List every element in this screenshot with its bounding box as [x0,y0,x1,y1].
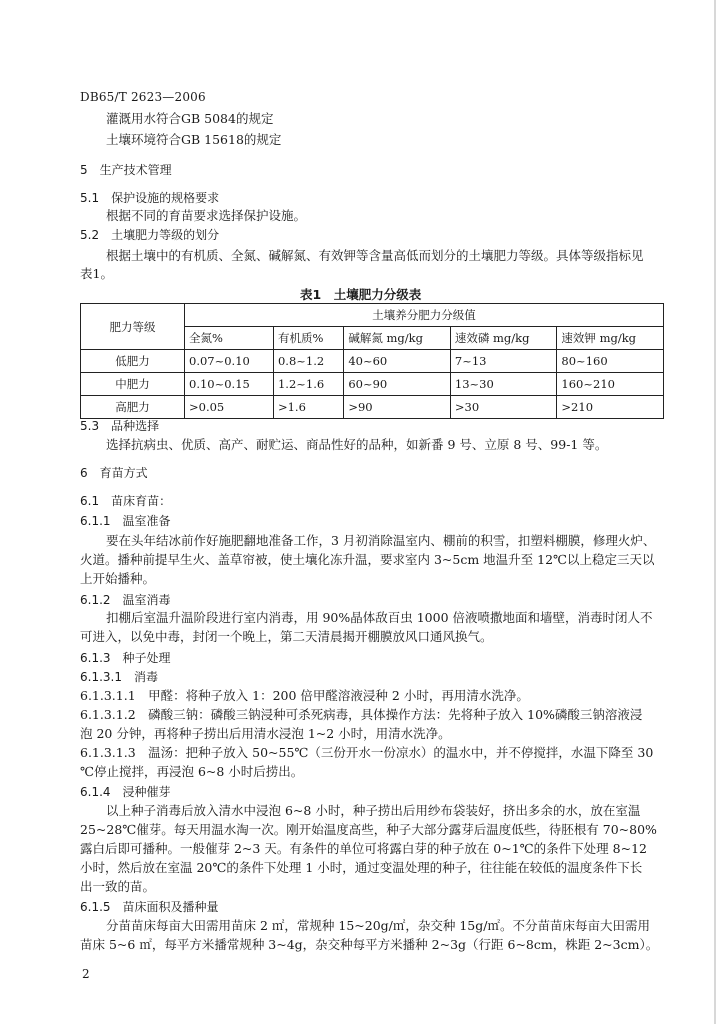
subsection-heading: 6.1.5 苗床面积及播种量 [80,900,219,914]
text-line: 可进入，以免中毒，封闭一个晚上，第二天清晨揭开棚膜放风口通风换气。 [80,629,493,644]
text-line: 6.1.3.1.1 甲醛：将种子放入 1：200 倍甲醛溶液浸种 2 小时，再用清水洗净。 [80,688,529,703]
table-row [81,396,664,419]
text-line: 泡 20 分钟，再将种子捞出后用清水浸泡 1~2 小时，用清水洗净。 [80,726,451,741]
text-line: 火道。播种前提早生火、盖草帘被，使土壤化冻升温，要求室内 3~5cm 地温升至 12℃以上稳定三天以 [80,552,655,567]
table-group-header: 土壤养分肥力分级值 [185,304,664,327]
table-cell: 60~90 [344,373,451,396]
table-cell: >1.6 [273,396,343,419]
table-cell: 0.8~1.2 [273,350,343,373]
row-header: 低肥力 [81,350,185,373]
subsection-heading: 5.3 品种选择 [80,419,160,433]
column-header: 速效钾 mg/kg [557,327,664,350]
column-header: 速效磷 mg/kg [450,327,557,350]
subsection-heading: 6.1.3 种子处理 [80,651,171,665]
section-heading: 5 生产技术管理 [80,163,172,177]
scan-edge-line [714,0,716,1024]
text-line: 以上种子消毒后放入清水中浸泡 6~8 小时，种子捞出后用纱布袋装好，挤出多余的水，放在室温 [106,803,641,818]
text-line: 分苗苗床每亩大田需用苗床 2 ㎡，常规种 15~20g/㎡，杂交种 15g/㎡。不分苗苗床每亩大田需用 [106,918,650,933]
page-number: 2 [82,967,90,981]
table-row [81,373,664,396]
text-line: 露白后即可播种。一般催芽 2~3 天。有条件的单位可将露白芽的种子放在 0~1℃的条件下处理 8~12 [80,841,647,856]
text-line: 土壤环境符合GB 15618的规定 [106,132,282,147]
text-line: 苗床 5~6 ㎡，每平方米播常规种 3~4g，杂交种每平方米播种 2~3g（行距 6~8cm，株距 2~3cm）。 [80,937,659,952]
text-line: 出一致的苗。 [80,879,156,894]
table-cell: >90 [344,396,451,419]
table-caption: 表1 土壤肥力分级表 [300,287,422,302]
text-line: 根据不同的育苗要求选择保护设施。 [106,208,307,223]
table-cell: 80~160 [557,350,664,373]
text-line: 选择抗病虫、优质、高产、耐贮运、商品性好的品种，如新番 9 号、立原 8 号、99-1 等。 [106,437,608,452]
soil-fertility-table [80,303,664,419]
table-cell: 0.10~0.15 [185,373,274,396]
table-cell: 40~60 [344,350,451,373]
text-line: 25~28℃催芽。每天用温水淘一次。刚开始温度高些，种子大部分露芽后温度低些，待胚根有 70~80% [80,822,657,837]
subsection-heading: 6.1.2 温室消毒 [80,593,171,607]
table-cell: 0.07~0.10 [185,350,274,373]
table-cell: 160~210 [557,373,664,396]
text-line: 6.1.3.1.3 温汤：把种子放入 50~55℃（三份开水一份凉水）的温水中，并不停搅拌，水温下降至 30 [80,745,654,760]
text-line: 6.1.3.1.2 磷酸三钠：磷酸三钠浸种可杀死病毒，具体操作方法：先将种子放入 10%磷酸三钠溶液浸 [80,707,643,722]
subsection-heading: 6.1.4 浸种催芽 [80,785,171,799]
text-line: ℃停止搅拌，再浸泡 6~8 小时后捞出。 [80,764,304,779]
text-line: 小时，然后放在室温 20℃的条件下处理 1 小时，通过变温处理的种子，往往能在较低的温度条件下长 [80,860,643,875]
subsection-heading: 6.1.3.1 消毒 [80,670,158,684]
column-header: 有机质% [273,327,343,350]
table-corner-header: 肥力等级 [81,304,185,350]
table-cell: 7~13 [450,350,557,373]
text-line: 要在头年结冰前作好施肥翻地准备工作，3 月初消除温室内、棚前的积雪，扣塑料棚膜，修理火炉、 [106,533,656,548]
column-header: 碱解氮 mg/kg [344,327,451,350]
table-cell: >0.05 [185,396,274,419]
table-cell: >30 [450,396,557,419]
standard-code: DB65/T 2623—2006 [80,90,206,104]
table-cell: >210 [557,396,664,419]
row-header: 中肥力 [81,373,185,396]
column-header: 全氮% [185,327,274,350]
subsection-heading: 6.1.1 温室准备 [80,514,171,528]
subsection-heading: 5.2 土壤肥力等级的划分 [80,228,220,242]
row-header: 高肥力 [81,396,185,419]
section-heading: 6 育苗方式 [80,466,148,480]
text-line: 灌溉用水符合GB 5084的规定 [106,111,274,126]
table-cell: 1.2~1.6 [273,373,343,396]
text-line: 根据土壤中的有机质、全氮、碱解氮、有效钾等含量高低而划分的土壤肥力等级。具体等级指标见 [106,248,644,263]
table-cell: 13~30 [450,373,557,396]
text-line: 表1。 [80,266,113,281]
table-row [81,350,664,373]
text-line: 上开始播种。 [80,571,156,586]
subsection-heading: 6.1 苗床育苗： [80,494,172,508]
text-line: 扣棚后室温升温阶段进行室内消毒，用 90%晶体敌百虫 1000 倍液喷撒地面和墙壁，消毒时闭人不 [106,610,653,625]
subsection-heading: 5.1 保护设施的规格要求 [80,191,220,205]
